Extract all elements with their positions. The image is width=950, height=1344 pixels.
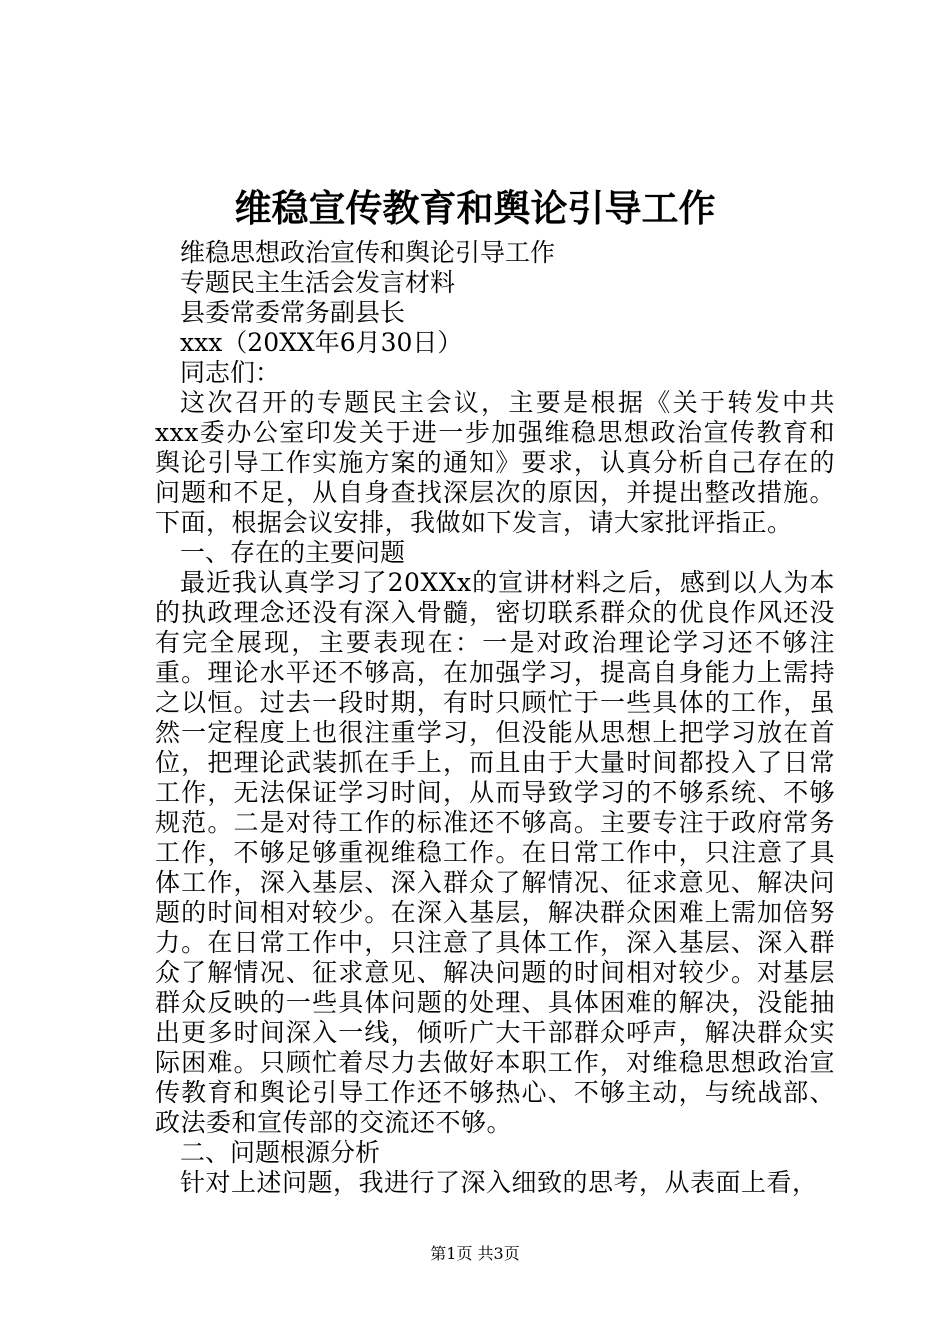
- document-body: [155, 238, 835, 1198]
- page-number-footer: 第1页 共3页: [430, 1244, 520, 1263]
- meta-line-speaker-title: 县委常委常务副县长: [180, 298, 406, 327]
- section-heading-problems: 一、存在的主要问题: [180, 538, 406, 567]
- paragraph-intro: 这次召开的专题民主会议，主要是根据《关于转发中共xxx委办公室印发关于进一步加强维稳思想政治宣传教育和舆论引导工作实施方案的通知》要求，认真分析自己存在的问题和不足，从自身查找深层次的原因，并提出整改措施。下面，根据会议安排，我做如下发言，请大家批评指正。: [155, 388, 835, 537]
- meta-line-subtitle: 专题民主生活会发言材料: [180, 268, 456, 297]
- document-title: 维稳宣传教育和舆论引导工作: [234, 186, 716, 230]
- paragraph-problems: 最近我认真学习了20XXx的宣讲材料之后，感到以人为本的执政理念还没有深入骨髓，密切联系群众的优良作风还没有完全展现，主要表现在：一是对政治理论学习还不够注重。理论水平还不够高，在加强学习，提高自身能力上需持之以恒。过去一段时期，有时只顾忙于一些具体的工作，虽然一定程度上也很注重学习，但没能从思想上把学习放在首位，把理论武装抓在手上，而且由于大量时间都投入了日常工作，无法保证学习时间，从而导致学习的不够系统、不够规范。二是对待工作的标准还不够高。主要专注于政府常务工作，不够足够重视维稳工作。在日常工作中，只注意了具体工作，深入基层、深入群众了解情况、征求意见、解决问题的时间相对较少。在深入基层，解决群众困难上需加倍努力。在日常工作中，只注意了具体工作，深入基层、深入群众了解情况、征求意见、解决问题的时间相对较少。对基层群众反映的一些具体问题的处理、具体困难的解决，没能抽出更多时间深入一线，倾听广大干部群众呼声，解决群众实际困难。只顾忙着尽力去做好本职工作，对维稳思想政治宣传教育和舆论引导工作还不够热心、不够主动，与统战部、政法委和宣传部的交流还不够。: [155, 568, 835, 1137]
- meta-line-salutation: 同志们：: [180, 358, 281, 387]
- meta-line-date: xxx（20XX年6月30日）: [180, 328, 463, 357]
- paragraph-analysis: 针对上述问题，我进行了深入细致的思考，从表面上看，: [180, 1168, 818, 1197]
- section-heading-root-cause: 二、问题根源分析: [180, 1138, 381, 1167]
- meta-line-topic: 维稳思想政治宣传和舆论引导工作: [180, 238, 556, 267]
